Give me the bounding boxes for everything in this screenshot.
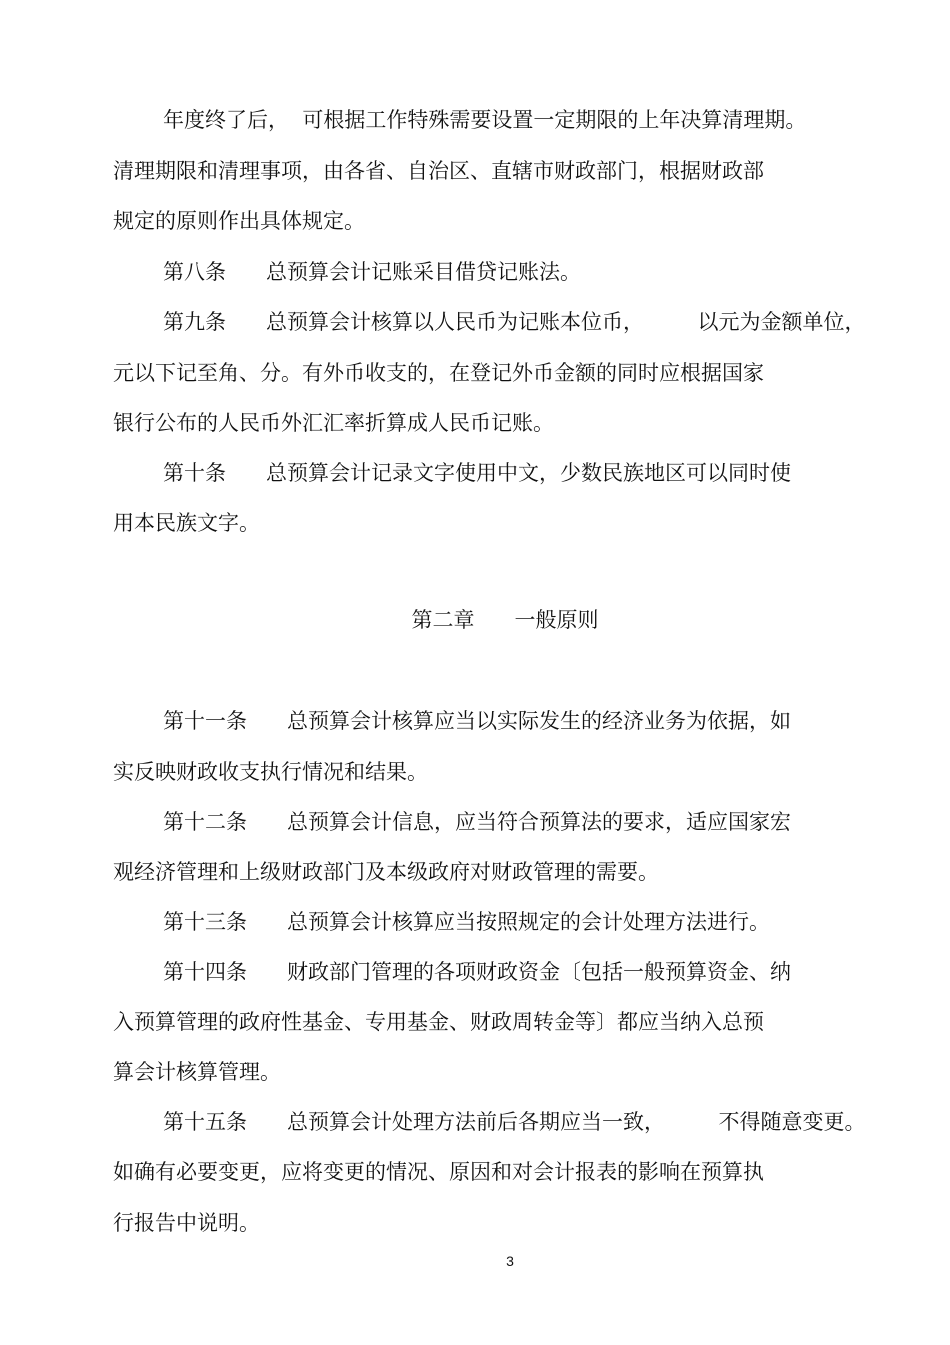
article-10: 第十条 总预算会计记录文字使用中文，少数民族地区可以同时使 [163, 461, 792, 485]
page-number: 3 [506, 1253, 514, 1269]
text-line: 观经济管理和上级财政部门及本级政府对财政管理的需要。 [113, 860, 659, 884]
text-line: 用本民族文字。 [113, 511, 260, 535]
text-line: 行报告中说明。 [113, 1211, 260, 1235]
article-12: 第十二条 总预算会计信息，应当符合预算法的要求，适应国家宏 [163, 810, 792, 834]
text-line: 实反映财政收支执行情况和结果。 [113, 760, 428, 784]
article-9: 第九条 总预算会计核算以人民币为记账本位币， 以元为金额单位， [163, 310, 866, 334]
article-15: 第十五条 总预算会计处理方法前后各期应当一致， 不得随意变更。 [163, 1110, 866, 1134]
text-line: 清理期限和清理事项，由各省、自治区、直辖市财政部门，根据财政部 [113, 159, 764, 183]
article-11: 第十一条 总预算会计核算应当以实际发生的经济业务为依据，如 [163, 709, 792, 733]
chapter-heading: 第二章 一般原则 [411, 608, 599, 632]
text-line: 规定的原则作出具体规定。 [113, 209, 365, 233]
article-13: 第十三条 总预算会计核算应当按照规定的会计处理方法进行。 [163, 910, 771, 934]
text-line: 年度终了后， 可根据工作特殊需要设置一定期限的上年决算清理期。 [163, 108, 807, 132]
text-line: 元以下记至角、分。有外币收支的，在登记外币金额的同时应根据国家 [113, 361, 764, 385]
text-line: 算会计核算管理。 [113, 1060, 281, 1084]
text-line: 银行公布的人民币外汇汇率折算成人民币记账。 [113, 411, 554, 435]
article-8: 第八条 总预算会计记账采目借贷记账法。 [163, 260, 582, 284]
text-line: 入预算管理的政府性基金、专用基金、财政周转金等〕都应当纳入总预 [113, 1010, 764, 1034]
article-14: 第十四条 财政部门管理的各项财政资金〔包括一般预算资金、纳 [163, 960, 792, 984]
text-line: 如确有必要变更，应将变更的情况、原因和对会计报表的影响在预算执 [113, 1160, 764, 1184]
